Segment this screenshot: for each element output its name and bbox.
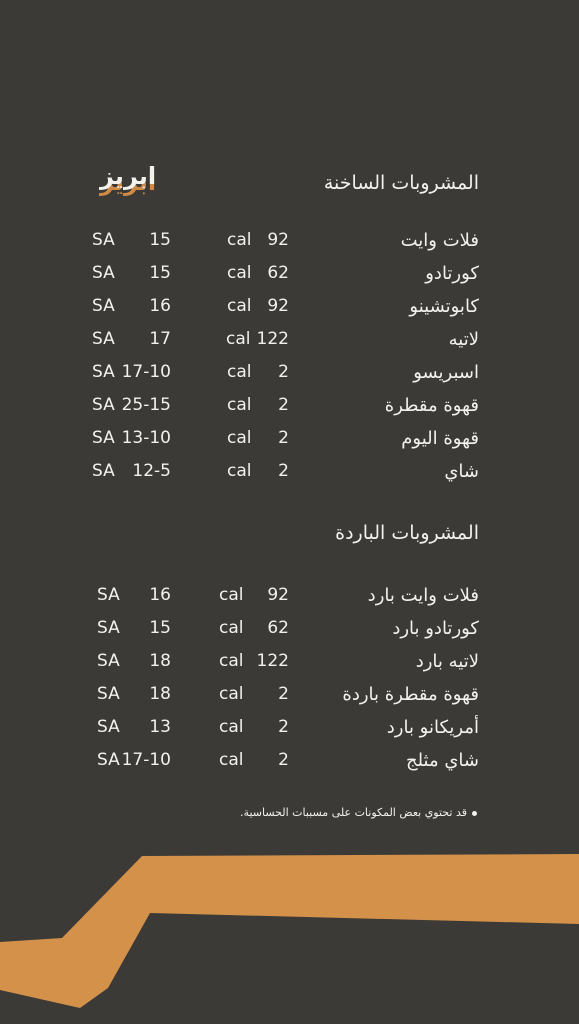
item-price: 15 (149, 618, 171, 638)
item-price: 18 (149, 684, 171, 704)
calorie-unit: cal (227, 296, 252, 316)
item-name: قهوة اليوم (401, 428, 479, 449)
calorie-unit: cal (227, 263, 252, 283)
currency-label: SA (97, 651, 120, 671)
calorie-unit: cal (227, 230, 252, 250)
currency-label: SA (97, 717, 120, 737)
item-name: لاتيه بارد (415, 651, 479, 672)
item-price: 13-10 (121, 428, 171, 448)
bullet-icon (472, 811, 477, 816)
item-name: اسبريسو (413, 362, 479, 383)
calorie-unit: cal (219, 585, 244, 605)
item-calories: 92 (267, 296, 289, 316)
item-name: شاي مثلج (405, 750, 479, 771)
currency-label: SA (92, 461, 115, 481)
item-price: 12-5 (132, 461, 171, 481)
item-name: كورتادو بارد (392, 618, 479, 639)
currency-label: SA (92, 329, 115, 349)
item-name: فلات وايت بارد (367, 585, 479, 606)
currency-label: SA (97, 750, 120, 770)
item-price: 25-15 (121, 395, 171, 415)
item-calories: 62 (267, 263, 289, 283)
item-calories: 92 (267, 585, 289, 605)
item-calories: 2 (278, 362, 289, 382)
calorie-unit: cal (226, 329, 251, 349)
calorie-unit: cal (227, 362, 252, 382)
currency-label: SA (92, 230, 115, 250)
item-name: شاي (444, 461, 479, 482)
item-calories: 2 (278, 750, 289, 770)
item-calories: 122 (256, 651, 289, 671)
item-price: 17-10 (121, 362, 171, 382)
item-calories: 2 (278, 684, 289, 704)
currency-label: SA (92, 263, 115, 283)
currency-label: SA (92, 395, 115, 415)
item-name: قهوة مقطرة باردة (342, 684, 479, 705)
item-name: أمريكانو بارد (386, 717, 479, 738)
brand-logo: ابريز (100, 162, 157, 190)
item-name: لاتيه (448, 329, 479, 350)
calorie-unit: cal (227, 461, 252, 481)
item-calories: 122 (256, 329, 289, 349)
item-calories: 2 (278, 428, 289, 448)
currency-label: SA (92, 296, 115, 316)
cold-section-title: المشروبات الباردة (335, 522, 479, 544)
item-price: 15 (149, 230, 171, 250)
currency-label: SA (92, 362, 115, 382)
item-calories: 2 (278, 461, 289, 481)
currency-label: SA (97, 684, 120, 704)
item-price: 17 (149, 329, 171, 349)
calorie-unit: cal (219, 651, 244, 671)
currency-label: SA (92, 428, 115, 448)
item-name: فلات وايت (400, 230, 479, 251)
allergen-note: قد تحتوي بعض المكونات على مسببات الحساسية. (240, 806, 467, 819)
item-calories: 92 (267, 230, 289, 250)
hot-section-title: المشروبات الساخنة (323, 172, 479, 194)
item-calories: 2 (278, 395, 289, 415)
item-price: 17-10 (121, 750, 171, 770)
item-price: 15 (149, 263, 171, 283)
calorie-unit: cal (219, 684, 244, 704)
calorie-unit: cal (227, 395, 252, 415)
item-price: 13 (149, 717, 171, 737)
item-name: كورتادو (425, 263, 479, 284)
item-price: 18 (149, 651, 171, 671)
item-calories: 2 (278, 717, 289, 737)
item-price: 16 (149, 296, 171, 316)
item-name: كابوتشينو (409, 296, 479, 317)
calorie-unit: cal (227, 428, 252, 448)
calorie-unit: cal (219, 750, 244, 770)
calorie-unit: cal (219, 618, 244, 638)
item-price: 16 (149, 585, 171, 605)
item-calories: 62 (267, 618, 289, 638)
calorie-unit: cal (219, 717, 244, 737)
currency-label: SA (97, 585, 120, 605)
item-name: قهوة مقطرة (384, 395, 479, 416)
currency-label: SA (97, 618, 120, 638)
